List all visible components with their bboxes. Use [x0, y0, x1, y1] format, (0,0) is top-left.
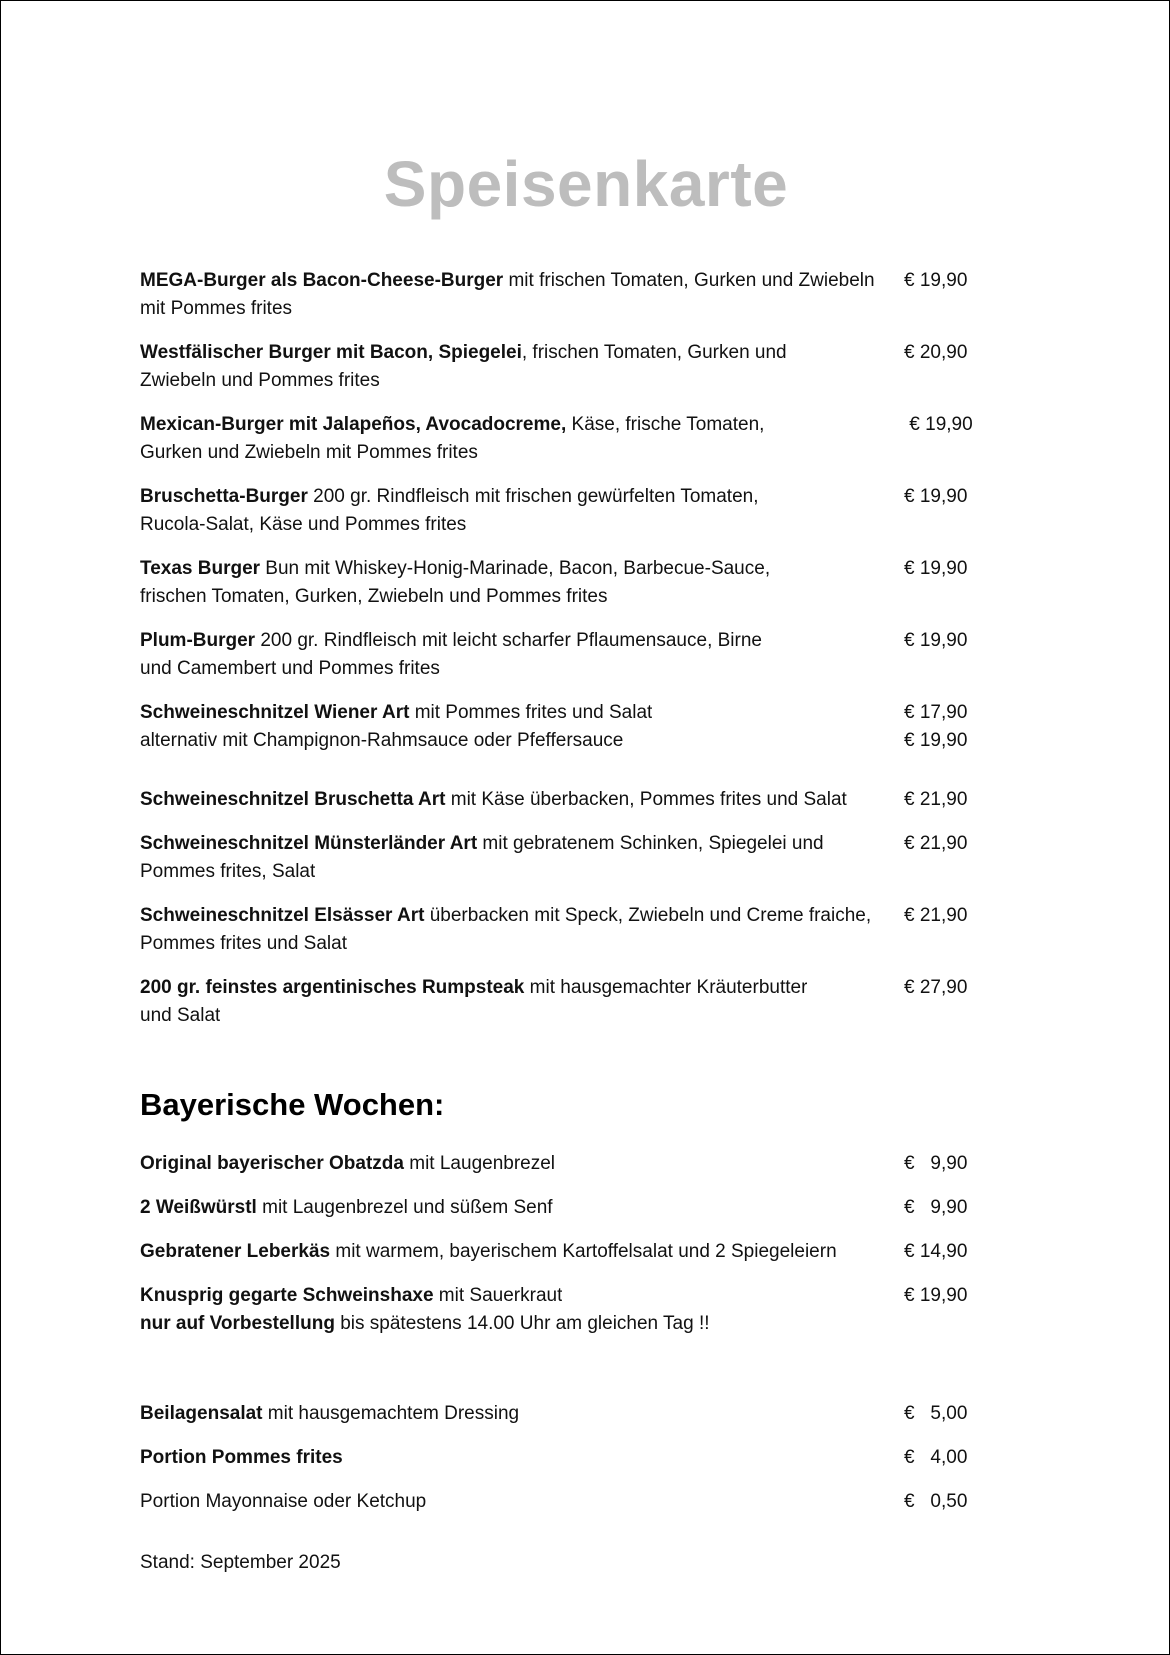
item-price: € 20,90: [904, 342, 968, 363]
item-text: Rucola-Salat, Käse und Pommes frites: [140, 514, 467, 535]
item-description: [140, 411, 764, 439]
menu-item-line: [140, 367, 1000, 395]
item-name: 2 Weißwürstl: [140, 1197, 257, 1218]
item-price: € 19,90: [904, 730, 968, 751]
item-price: € 9,90: [904, 1153, 968, 1174]
section-title-bavarian: Bayerische Wochen:: [140, 1087, 445, 1122]
menu-item-line: [140, 439, 1000, 467]
item-price: € 5,00: [904, 1403, 968, 1424]
menu-item: [140, 1150, 1000, 1178]
item-description: [140, 555, 770, 583]
menu-item-line: [140, 1310, 1000, 1338]
menu-item-line: [140, 555, 1000, 583]
menu-item-line: [140, 1238, 1000, 1266]
item-text: und Salat: [140, 1005, 221, 1026]
menu-item: [140, 699, 1000, 755]
item-price: € 19,90: [904, 630, 968, 651]
item-description: [140, 786, 847, 814]
item-description: [140, 295, 292, 323]
item-price: € 21,90: [904, 789, 968, 810]
item-price: € 21,90: [904, 905, 968, 926]
item-description: [140, 483, 758, 511]
menu-item-line: [140, 1194, 1000, 1222]
item-description: [140, 1150, 555, 1178]
menu-item: [140, 1400, 1000, 1428]
item-price: € 14,90: [904, 1241, 968, 1262]
menu-item: [140, 1488, 1000, 1516]
item-text: und Camembert und Pommes frites: [140, 658, 440, 679]
item-description: [140, 1400, 519, 1428]
item-description: [140, 339, 787, 367]
item-text: 200 gr. Rindfleisch mit frischen gewürfelten Tomaten,: [307, 486, 759, 507]
menu-item: [140, 974, 1000, 1030]
item-price: € 21,90: [904, 833, 968, 854]
item-name: Texas Burger: [140, 558, 261, 579]
menu-item-line: [140, 786, 1000, 814]
item-text: mit gebratenem Schinken, Spiegelei und: [477, 833, 824, 854]
item-text: mit hausgemachtem Dressing: [262, 1403, 520, 1424]
menu-item-line: [140, 1400, 1000, 1428]
item-text: mit hausgemachter Kräuterbutter: [524, 977, 808, 998]
item-price: € 19,90: [904, 1285, 968, 1306]
item-description: [140, 511, 466, 539]
menu-item: [140, 1282, 1000, 1338]
menu-item: [140, 1194, 1000, 1222]
item-description: [140, 830, 824, 858]
menu-item-line: [140, 483, 1000, 511]
item-description: [140, 974, 807, 1002]
item-name: Original bayerischer Obatzda: [140, 1153, 404, 1174]
menu-item-line: [140, 1488, 1000, 1516]
menu-item-line: [140, 339, 1000, 367]
stand-date: Stand: September 2025: [140, 1552, 341, 1573]
menu-item-line: [140, 511, 1000, 539]
item-name: nur auf Vorbestellung: [140, 1313, 335, 1334]
item-description: [140, 1282, 562, 1310]
item-description: [140, 1310, 710, 1338]
menu-item: [140, 786, 1000, 814]
item-text: bis spätestens 14.00 Uhr am gleichen Tag !!: [334, 1313, 710, 1334]
item-description: [140, 930, 347, 958]
item-price: € 19,90: [904, 270, 968, 291]
item-name: Bruschetta-Burger: [140, 486, 308, 507]
item-description: [140, 1002, 220, 1030]
item-description: [140, 1488, 426, 1516]
item-price: € 9,90: [904, 1197, 968, 1218]
item-text: mit Käse überbacken, Pommes frites und Salat: [445, 789, 847, 810]
menu-item-line: [140, 974, 1000, 1002]
item-text: , frischen Tomaten, Gurken und: [521, 342, 787, 363]
item-text: Käse, frische Tomaten,: [566, 414, 765, 435]
item-description: [140, 627, 762, 655]
item-text: überbacken mit Speck, Zwiebeln und Creme fraiche,: [424, 905, 872, 926]
menu-item-line: [140, 627, 1000, 655]
item-text: mit Pommes frites: [140, 298, 293, 319]
menu-item-line: [140, 411, 1000, 439]
item-description: [140, 1194, 553, 1222]
menu-item: [140, 339, 1000, 395]
item-description: [140, 267, 875, 295]
menu-item-line: [140, 930, 1000, 958]
item-description: [140, 655, 440, 683]
item-name: Portion Pommes frites: [140, 1447, 343, 1468]
item-price: € 17,90: [904, 702, 968, 723]
menu-item: [140, 267, 1000, 323]
item-price: € 27,90: [904, 977, 968, 998]
item-name: Beilagensalat: [140, 1403, 263, 1424]
item-text: mit Laugenbrezel und süßem Senf: [256, 1197, 553, 1218]
item-price: € 19,90: [904, 414, 973, 435]
item-name: Schweineschnitzel Bruschetta Art: [140, 789, 446, 810]
item-name: Knusprig gegarte Schweinshaxe: [140, 1285, 434, 1306]
item-text: Bun mit Whiskey-Honig-Marinade, Bacon, Barbecue-Sauce,: [260, 558, 771, 579]
item-text: Gurken und Zwiebeln mit Pommes frites: [140, 442, 478, 463]
item-name: Plum-Burger: [140, 630, 256, 651]
item-text: mit frischen Tomaten, Gurken und Zwiebeln: [503, 270, 875, 291]
item-text: Pommes frites und Salat: [140, 933, 347, 954]
menu-item: [140, 1238, 1000, 1266]
item-text: Portion Mayonnaise oder Ketchup: [140, 1491, 427, 1512]
item-name: MEGA-Burger als Bacon-Cheese-Burger: [140, 270, 504, 291]
menu-item: [140, 627, 1000, 683]
menu-item-line: [140, 727, 1000, 755]
item-text: mit Pommes frites und Salat: [409, 702, 653, 723]
menu-item: [140, 830, 1000, 886]
menu-item-line: [140, 1002, 1000, 1030]
item-description: [140, 439, 478, 467]
menu-item: [140, 411, 1000, 467]
menu-item-line: [140, 699, 1000, 727]
menu-item-line: [140, 858, 1000, 886]
item-description: [140, 858, 315, 886]
item-description: [140, 583, 607, 611]
item-text: frischen Tomaten, Gurken, Zwiebeln und Pommes frites: [140, 586, 608, 607]
item-price: € 0,50: [904, 1491, 968, 1512]
page-title: Speisenkarte: [383, 148, 789, 220]
item-name: Gebratener Leberkäs: [140, 1241, 331, 1262]
item-text: alternativ mit Champignon-Rahmsauce oder Pfeffersauce: [140, 730, 624, 751]
item-text: Pommes frites, Salat: [140, 861, 316, 882]
item-description: [140, 699, 652, 727]
menu-item-line: [140, 583, 1000, 611]
menu-item-line: [140, 267, 1000, 295]
item-description: [140, 727, 623, 755]
menu-item: [140, 902, 1000, 958]
menu-item: [140, 1444, 1000, 1472]
item-name: Schweineschnitzel Münsterländer Art: [140, 833, 478, 854]
item-price: € 4,00: [904, 1447, 968, 1468]
item-description: [140, 1444, 343, 1472]
item-description: [140, 367, 380, 395]
menu-item-line: [140, 1150, 1000, 1178]
menu-item-line: [140, 830, 1000, 858]
menu-item-line: [140, 902, 1000, 930]
menu-item-line: [140, 1282, 1000, 1310]
item-price: € 19,90: [904, 558, 968, 579]
item-price: € 19,90: [904, 486, 968, 507]
menu-item-line: [140, 295, 1000, 323]
item-description: [140, 902, 871, 930]
item-name: Schweineschnitzel Elsässer Art: [140, 905, 425, 926]
item-text: 200 gr. Rindfleisch mit leicht scharfer Pflaumensauce, Birne: [255, 630, 762, 651]
item-name: Schweineschnitzel Wiener Art: [140, 702, 410, 723]
menu-item-line: [140, 655, 1000, 683]
item-text: mit Sauerkraut: [433, 1285, 563, 1306]
menu-item: [140, 555, 1000, 611]
menu-item-line: [140, 1444, 1000, 1472]
item-name: 200 gr. feinstes argentinisches Rumpsteak: [140, 977, 525, 998]
item-name: Westfälischer Burger mit Bacon, Spiegelei: [140, 342, 522, 363]
item-description: [140, 1238, 837, 1266]
item-text: mit warmem, bayerischem Kartoffelsalat und 2 Spiegeleiern: [330, 1241, 837, 1262]
menu-item: [140, 483, 1000, 539]
item-text: mit Laugenbrezel: [403, 1153, 556, 1174]
item-text: Zwiebeln und Pommes frites: [140, 370, 380, 391]
item-name: Mexican-Burger mit Jalapeños, Avocadocreme,: [140, 414, 567, 435]
